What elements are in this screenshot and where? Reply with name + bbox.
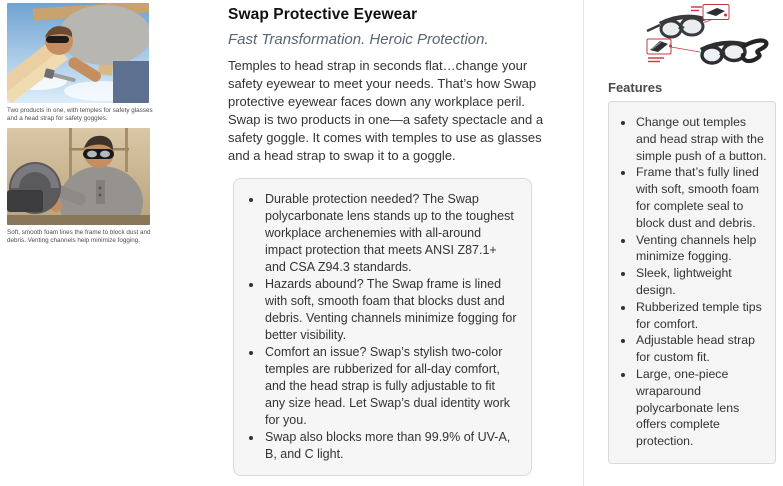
product-description: Temples to head strap in seconds flat…change your safety eyewear to meet your needs. That’s how Swap protective eyewear faces down any workplace peril. Swap is two products in one—a safety spectacle and a safety goggle. It comes with temples to use as glasses and a head strap to swap it to a goggle. [228,58,544,163]
feature-item: • Frame that’s fully lined with soft, smooth foam for complete seal to block dust and debris. [635,164,767,231]
feature-item: • Large, one-piece wraparound polycarbonate lens offers complete protection. [635,366,767,450]
description-bullet: • Comfort an issue? Swap’s stylish two-color temples are rubberized for all-day comfort, and the head strap is fully adjustable to fit any size head. Let Swap’s dual identity work for you. [263,344,517,429]
feature-item: • Venting channels help minimize fogging. [635,232,767,266]
description-bullet: • Hazards abound? The Swap frame is lined with soft, smooth foam that blocks dust and debris. Venting channels minimize fogging for better visibility. [263,276,517,344]
photo-card-saw [7,128,167,244]
left-image-column [7,3,167,244]
photo-caption: Two products in one, with temples for safety glasses and a head strap for safety goggles. [7,107,153,122]
product-tagline: Fast Transformation. Heroic Protection. [228,31,489,48]
feature-item: • Adjustable head strap for custom fit. [635,332,767,366]
column-divider [583,0,584,486]
feature-item: • Change out temples and head strap with the simple push of a button. [635,114,767,164]
product-eyewear-image [646,3,776,73]
worker-roof-photo [7,3,149,103]
features-list [616,114,767,450]
photo-card-roof [7,3,167,122]
description-bullet-list [246,191,517,463]
product-title: Swap Protective Eyewear [228,6,418,23]
description-bullet-box [233,178,532,476]
feature-item: • Sleek, lightweight design. [635,265,767,299]
description-bullet: • Swap also blocks more than 99.9% of UV-A, B, and C light. [263,429,517,463]
features-panel [608,101,776,464]
photo-caption: Soft, smooth foam lines the frame to block dust and debris. Venting channels help minimize fogging. [7,229,151,244]
foam-callout [647,39,700,62]
product-description-column [228,6,546,476]
feature-item: • Rubberized temple tips for comfort. [635,299,767,333]
description-bullet: • Durable protection needed? The Swap polycarbonate lens stands up to the toughest workplace archenemies with all-around impact protection that meets ANSI Z87.1+ and CSA Z94.3 standards. [263,191,517,276]
worker-saw-photo [7,128,150,225]
features-heading: Features [608,80,663,95]
features-sidebar [608,0,776,464]
